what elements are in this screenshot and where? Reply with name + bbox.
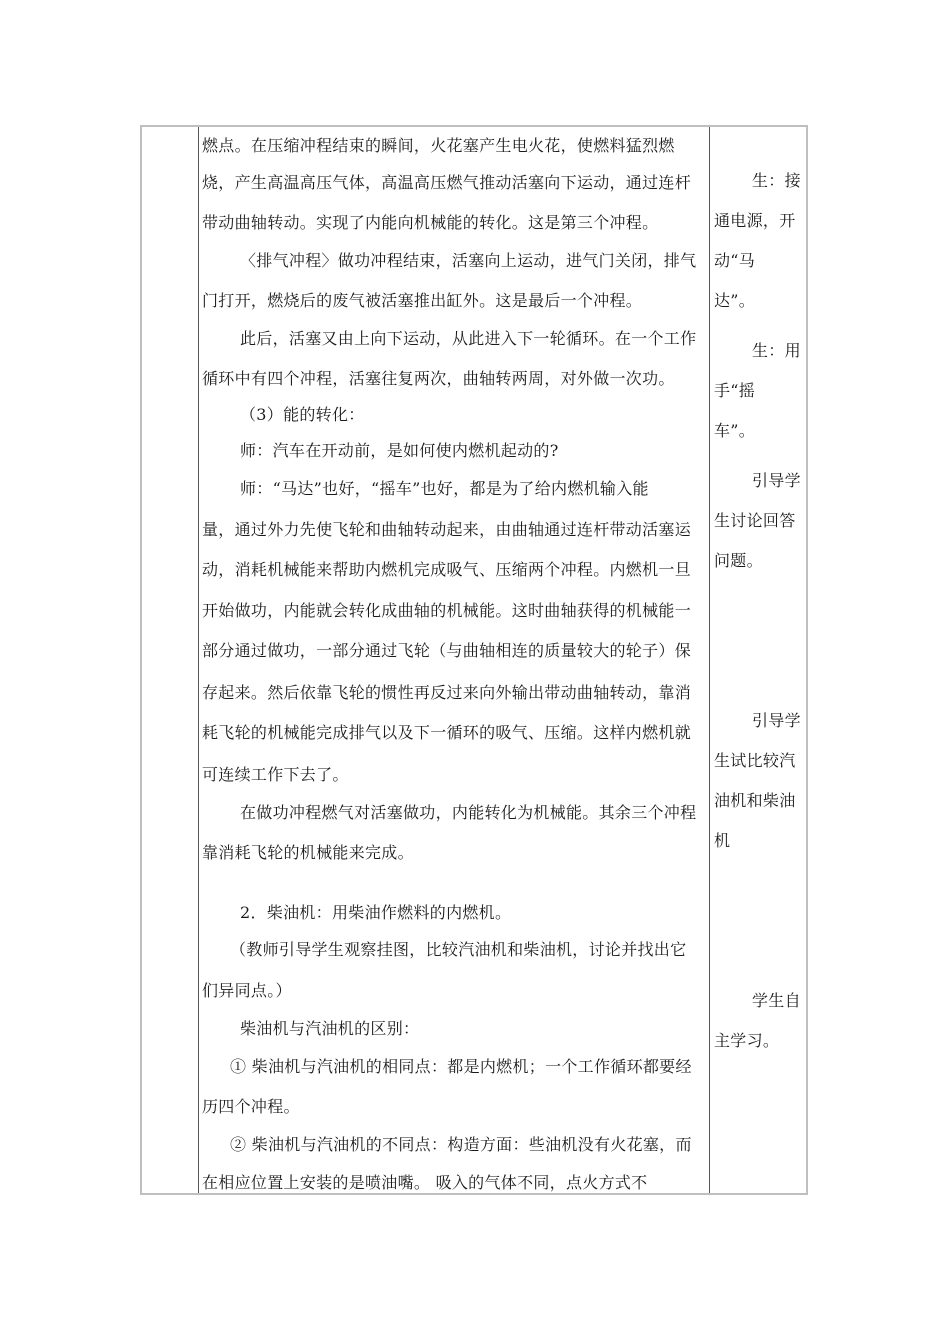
content-line: 此后，活塞又由上向下运动，从此进入下一轮循环。在一个工作 xyxy=(240,329,697,348)
activity-line: 主学习。 xyxy=(714,1031,780,1050)
content-line: 在相应位置上安装的是喷油嘴。 吸入的气体不同，点火方式不 xyxy=(202,1173,648,1192)
content-line: 带动曲轴转动。实现了内能向机械能的转化。这是第三个冲程。 xyxy=(202,213,659,232)
content-line: 存起来。然后依靠飞轮的惯性再反过来向外输出带动曲轴转动，靠消 xyxy=(202,683,692,702)
content-line: ② 柴油机与汽油机的不同点：构造方面：些油机没有火花塞，而 xyxy=(230,1135,692,1154)
lesson-table xyxy=(140,125,808,1195)
content-line: 历四个冲程。 xyxy=(202,1097,300,1116)
content-line: 门打开，燃烧后的废气被活塞推出缸外。这是最后一个冲程。 xyxy=(202,291,643,310)
activity-line: 油机和柴油 xyxy=(714,791,796,810)
content-line: 在做功冲程燃气对活塞做功，内能转化为机械能。其余三个冲程 xyxy=(240,803,697,822)
activity-line: 动“马 xyxy=(714,251,756,270)
activity-line: 机 xyxy=(714,831,731,850)
content-line: 动，消耗机械能来帮助内燃机完成吸气、压缩两个冲程。内燃机一旦 xyxy=(202,560,692,579)
activity-line: 通电源，开 xyxy=(714,211,796,230)
activity-line: 引导学 xyxy=(752,711,801,730)
content-line: 师：汽车在开动前，是如何使内燃机起动的? xyxy=(240,441,559,460)
content-line: 部分通过做功，一部分通过飞轮（与曲轴相连的质量较大的轮子）保 xyxy=(202,641,692,660)
content-line: 靠消耗飞轮的机械能来完成。 xyxy=(202,843,414,862)
content-line: 循环中有四个冲程，活塞往复两次，曲轴转两周，对外做一次功。 xyxy=(202,369,675,388)
content-line: 2．柴油机：用柴油作燃料的内燃机。 xyxy=(240,903,512,922)
activity-line: 引导学 xyxy=(752,471,801,490)
activity-line: 问题。 xyxy=(714,551,763,570)
content-line: 柴油机与汽油机的区别： xyxy=(240,1019,420,1038)
content-line: （教师引导学生观察挂图，比较汽油机和柴油机，讨论并找出它 xyxy=(230,940,687,959)
content-line: 师：“马达”也好，“摇车”也好，都是为了给内燃机输入能 xyxy=(240,479,649,498)
activity-line: 学生自 xyxy=(752,991,801,1010)
content-line: 们异同点。） xyxy=(202,981,292,1000)
content-line: （3）能的转化： xyxy=(240,405,365,424)
content-line: 耗飞轮的机械能完成排气以及下一循环的吸气、压缩。这样内燃机就 xyxy=(202,723,692,742)
activity-line: 车”。 xyxy=(714,421,756,440)
column-divider-right xyxy=(709,127,710,1193)
column-divider-left xyxy=(198,127,199,1193)
activity-line: 生：接 xyxy=(752,171,801,190)
content-line: 可连续工作下去了。 xyxy=(202,765,349,784)
content-line: ① 柴油机与汽油机的相同点：都是内燃机；一个工作循环都要经 xyxy=(230,1057,692,1076)
content-line: 量，通过外力先使飞轮和曲轴转动起来，由曲轴通过连杆带动活塞运 xyxy=(202,520,692,539)
activity-line: 生：用 xyxy=(752,341,801,360)
content-line: 烧，产生高温高压气体，高温高压燃气推动活塞向下运动，通过连杆 xyxy=(202,173,692,192)
activity-line: 生试比较汽 xyxy=(714,751,796,770)
content-line: 开始做功，内能就会转化成曲轴的机械能。这时曲轴获得的机械能一 xyxy=(202,601,692,620)
activity-line: 手“摇 xyxy=(714,381,756,400)
content-line: 燃点。在压缩冲程结束的瞬间，火花塞产生电火花，使燃料猛烈燃 xyxy=(202,136,675,155)
activity-line: 达”。 xyxy=(714,291,756,310)
activity-line: 生讨论回答 xyxy=(714,511,796,530)
content-line: 〈排气冲程〉做功冲程结束，活塞向上运动，进气门关闭，排气 xyxy=(240,251,697,270)
